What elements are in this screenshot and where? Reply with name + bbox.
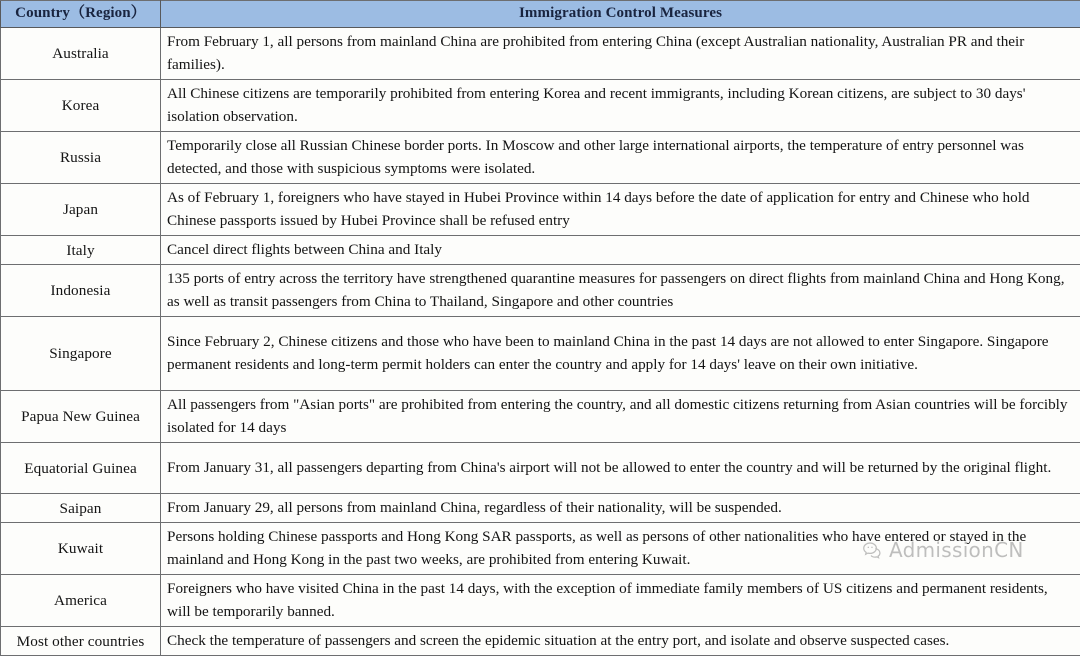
table-body — [1, 28, 1080, 656]
cell-country: Korea — [1, 80, 161, 132]
table-header-row — [1, 1, 1080, 28]
cell-measure: As of February 1, foreigners who have stayed in Hubei Province within 14 days before the date of application for entry and Chinese who hold Chinese passports issued by Hubei Province shall be refused entry — [161, 184, 1080, 236]
cell-country: Equatorial Guinea — [1, 443, 161, 494]
cell-country: America — [1, 575, 161, 627]
cell-country: Indonesia — [1, 265, 161, 317]
table-row — [1, 80, 1080, 132]
cell-measure: From February 1, all persons from mainland China are prohibited from entering China (except Australian nationality, Australian PR and their families). — [161, 28, 1080, 80]
table-row — [1, 236, 1080, 265]
column-header-country: Country（Region） — [1, 1, 161, 28]
cell-measure: Temporarily close all Russian Chinese border ports. In Moscow and other large international airports, the temperature of entry personnel was detected, and those with suspicious symptoms were isolated. — [161, 132, 1080, 184]
cell-measure: All Chinese citizens are temporarily prohibited from entering Korea and recent immigrants, including Korean citizens, are subject to 30 days' isolation observation. — [161, 80, 1080, 132]
table-row — [1, 523, 1080, 575]
column-header-measure: Immigration Control Measures — [161, 1, 1080, 28]
watermark-text: AdmissionCN — [889, 540, 1024, 561]
cell-country: Italy — [1, 236, 161, 265]
cell-country: Papua New Guinea — [1, 391, 161, 443]
table-row — [1, 443, 1080, 494]
cell-measure: Check the temperature of passengers and screen the epidemic situation at the entry port, and isolate and observe suspected cases. — [161, 627, 1080, 656]
cell-measure: From January 29, all persons from mainland China, regardless of their nationality, will be suspended. — [161, 494, 1080, 523]
cell-measure: All passengers from "Asian ports" are prohibited from entering the country, and all domestic citizens returning from Asian countries will be forcibly isolated for 14 days — [161, 391, 1080, 443]
cell-country: Most other countries — [1, 627, 161, 656]
table-row — [1, 391, 1080, 443]
table-row — [1, 317, 1080, 391]
cell-country: Russia — [1, 132, 161, 184]
cell-measure: Since February 2, Chinese citizens and those who have been to mainland China in the past 14 days are not allowed to enter Singapore. Singapore permanent residents and long-term permit holders can enter the country and apply for 14 days' leave on their own initiative. — [161, 317, 1080, 391]
table-row — [1, 575, 1080, 627]
cell-country: Singapore — [1, 317, 161, 391]
table-row — [1, 132, 1080, 184]
cell-measure: Cancel direct flights between China and Italy — [161, 236, 1080, 265]
cell-measure: From January 31, all passengers departing from China's airport will not be allowed to enter the country and will be returned by the original flight. — [161, 443, 1080, 494]
cell-country: Kuwait — [1, 523, 161, 575]
table-row — [1, 184, 1080, 236]
table-row — [1, 265, 1080, 317]
cell-measure: Persons holding Chinese passports and Hong Kong SAR passports, as well as persons of other nationalities who have entered or stayed in the mainland and Hong Kong in the past two weeks, are prohibited from entering Kuwait. — [161, 523, 1080, 575]
cell-measure: 135 ports of entry across the territory have strengthened quarantine measures for passengers on direct flights from mainland China and Hong Kong, as well as transit passengers from China to Thailand, Singapore and other countries — [161, 265, 1080, 317]
table-row — [1, 627, 1080, 656]
table-row — [1, 494, 1080, 523]
table-row — [1, 28, 1080, 80]
cell-country: Japan — [1, 184, 161, 236]
cell-measure: Foreigners who have visited China in the past 14 days, with the exception of immediate family members of US citizens and permanent residents, will be temporarily banned. — [161, 575, 1080, 627]
cell-country: Australia — [1, 28, 161, 80]
table-header — [1, 1, 1080, 28]
cell-country: Saipan — [1, 494, 161, 523]
